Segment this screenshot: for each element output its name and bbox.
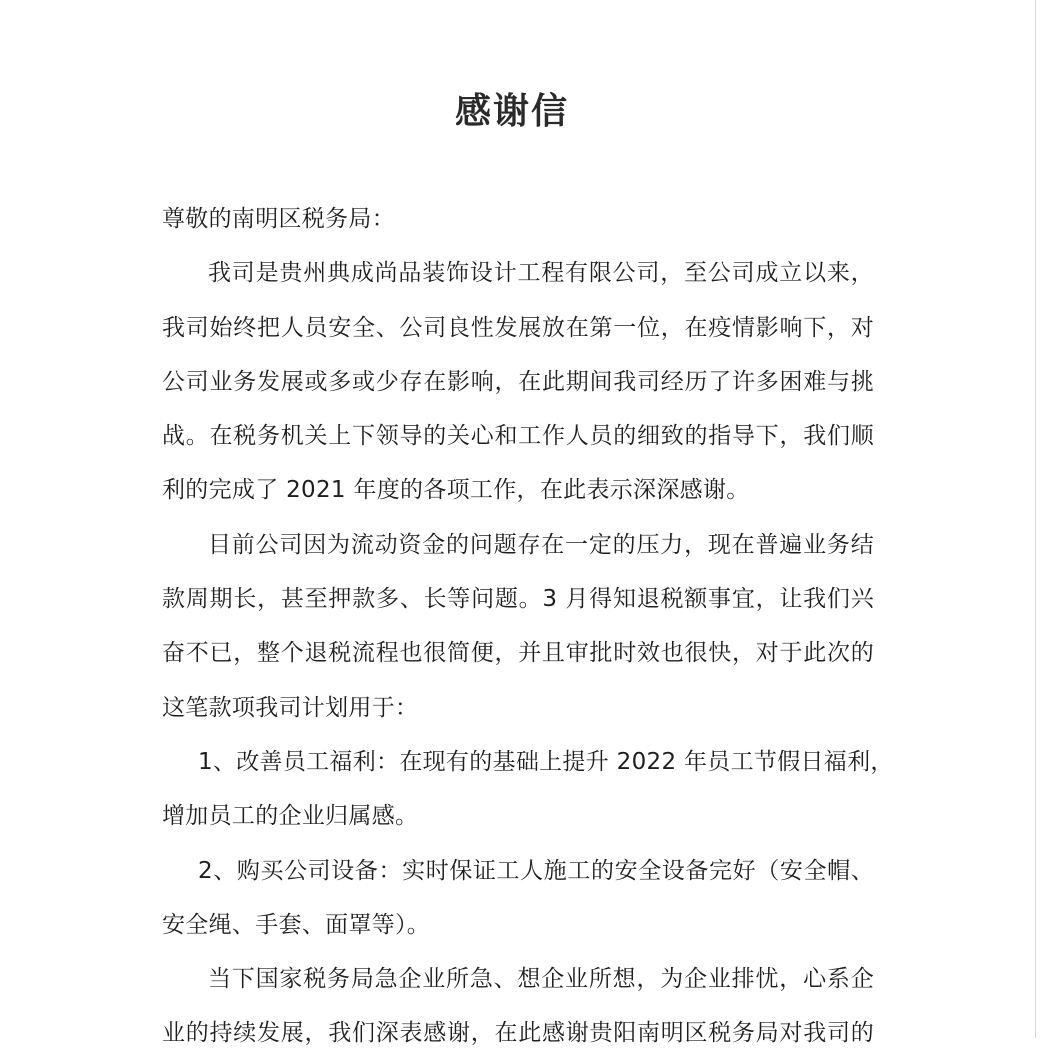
list-item-1-line-1: 1、改善员工福利：在现有的基础上提升 2022 年员工节假日福利， [198, 748, 894, 775]
list-item-1-line-2: 增加员工的企业归属感。 [162, 803, 419, 830]
list-item-2-line-2: 安全绳、手套、面罩等）。 [162, 911, 431, 938]
paragraph-1-line-5: 利的完成了 2021 年度的各项工作，在此表示深深感谢。 [162, 477, 750, 504]
paragraph-2-line-1: 目前公司因为流动资金的问题存在一定的压力，现在普遍业务结 [208, 531, 874, 558]
list-item-2-line-1: 2、购买公司设备：实时保证工人施工的安全设备完好（安全帽、 [198, 857, 874, 884]
paragraph-2-line-2: 款周期长，甚至押款多、长等问题。3 月得知退税额事宜，让我们兴 [162, 586, 874, 613]
paragraph-2-line-4: 这笔款项我司计划用于： [162, 694, 419, 721]
paragraph-1-line-4: 战。在税务机关上下领导的关心和工作人员的细致的指导下，我们顺 [162, 423, 874, 450]
paragraph-1-line-1: 我司是贵州典成尚品装饰设计工程有限公司，至公司成立以来， [208, 260, 874, 287]
salutation: 尊敬的南明区税务局： [162, 206, 395, 232]
letter-title: 感谢信 [454, 91, 569, 132]
paragraph-5-line-2: 业的持续发展，我们深表感谢，在此感谢贵阳南明区税务局对我司的 [162, 1020, 874, 1047]
paragraph-2-line-3: 奋不已，整个退税流程也很简便，并且审批时效也很快，对于此次的 [162, 640, 874, 667]
paragraph-1-line-3: 公司业务发展或多或少存在影响，在此期间我司经历了许多困难与挑 [162, 368, 874, 395]
scan-edge-divider [1035, 0, 1036, 1038]
paragraph-1-line-2: 我司始终把人员安全、公司良性发展放在第一位，在疫情影响下，对 [162, 314, 874, 341]
letter-body [162, 192, 894, 1061]
paragraph-5-line-1: 当下国家税务局急企业所急、想企业所想，为企业排忧，心系企 [208, 966, 874, 993]
